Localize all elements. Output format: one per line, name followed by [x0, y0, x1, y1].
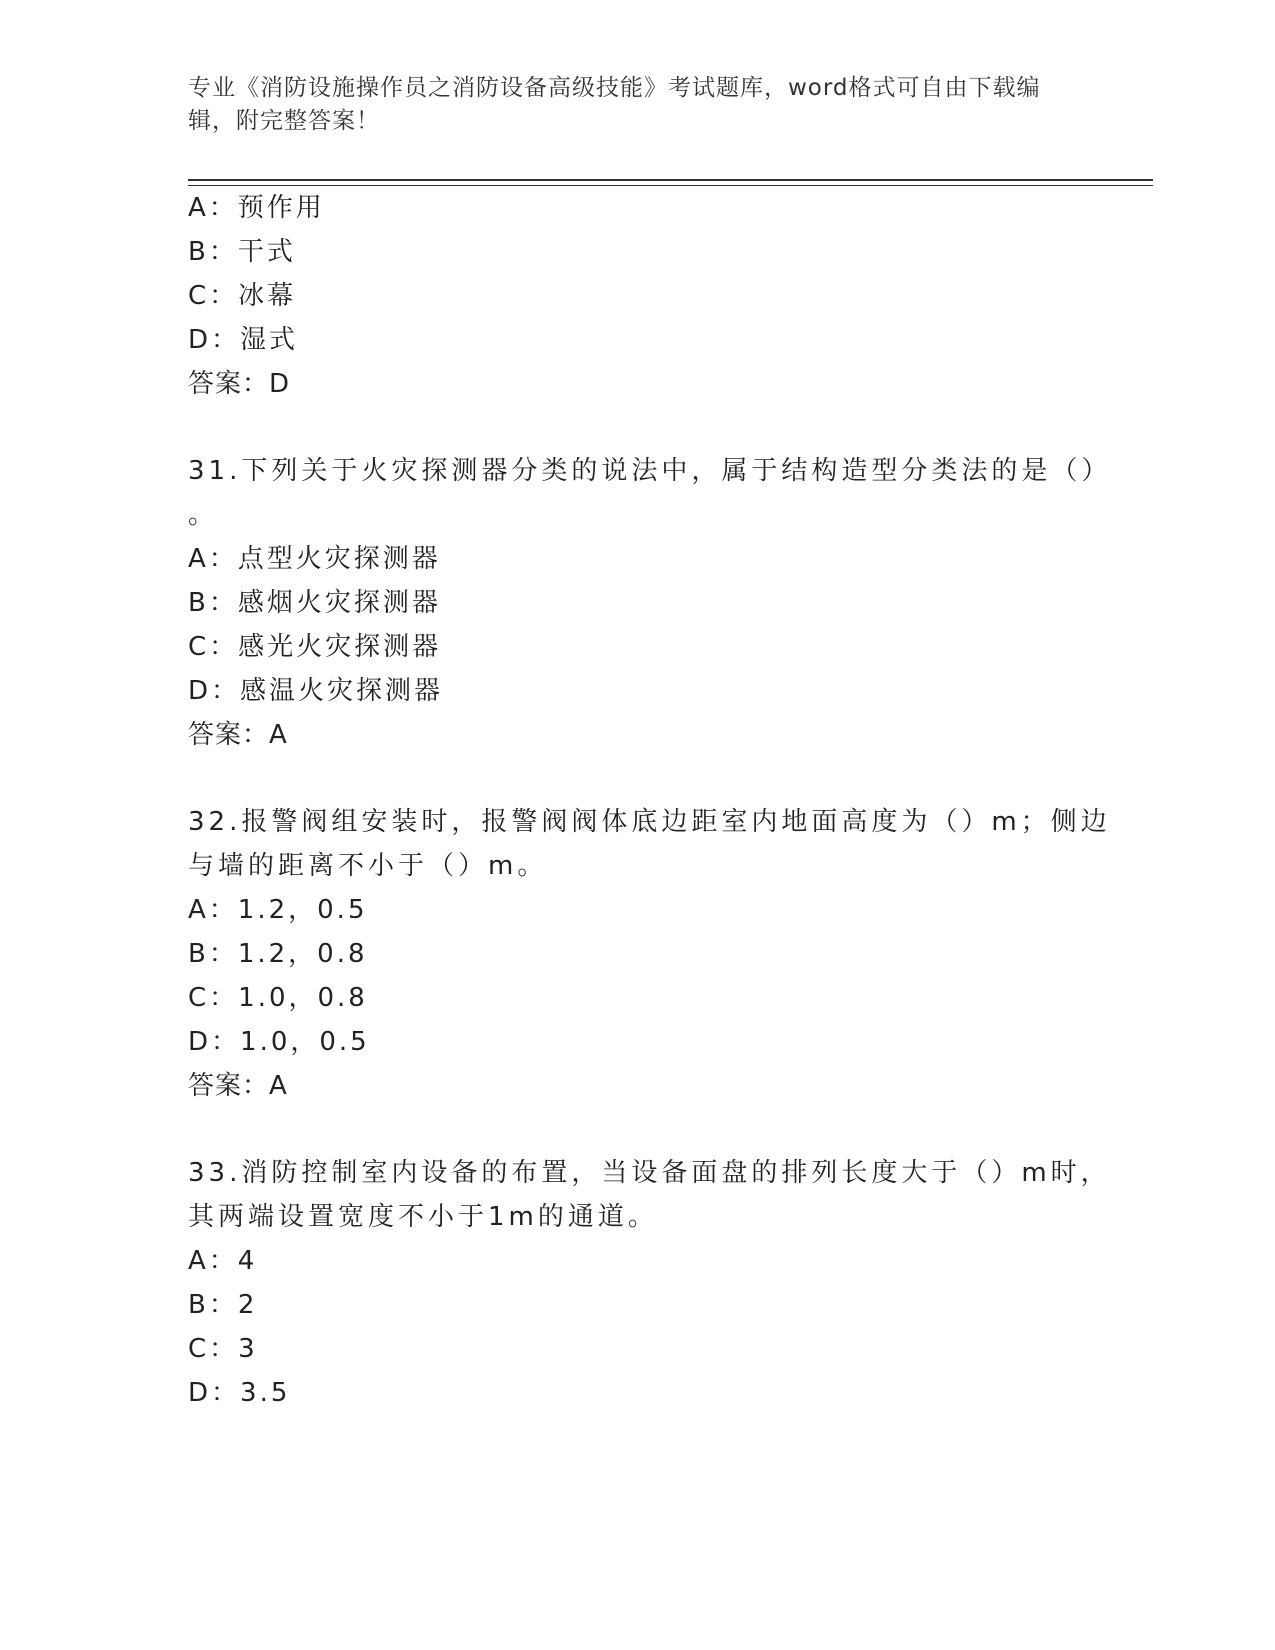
q30-answer: 答案：D — [188, 369, 291, 399]
q30-option-c: C：冰幕 — [188, 281, 297, 311]
q32-option-c: C：1.0，0.8 — [188, 983, 368, 1013]
q31-option-a: A：点型火灾探测器 — [188, 544, 441, 574]
q33-option-a: A：4 — [188, 1246, 258, 1276]
q32-option-d: D：1.0，0.5 — [188, 1027, 370, 1057]
q33-question: 33.消防控制室内设备的布置，当设备面盘的排列长度大于（）m时， — [188, 1158, 1111, 1188]
q32-question-cont: 与墙的距离不小于（）m。 — [188, 851, 548, 881]
header-divider-thin — [188, 185, 1153, 186]
q30-option-d: D：湿式 — [188, 325, 299, 355]
q31-option-b: B：感烟火灾探测器 — [188, 588, 441, 618]
q33-option-d: D：3.5 — [188, 1378, 291, 1408]
q31-question: 31.下列关于火灾探测器分类的说法中，属于结构造型分类法的是（） — [188, 456, 1112, 486]
q32-option-a: A：1.2，0.5 — [188, 895, 368, 925]
q32-option-b: B：1.2，0.8 — [188, 939, 368, 969]
q30-option-b: B：干式 — [188, 237, 296, 267]
q33-option-b: B：2 — [188, 1290, 258, 1320]
q33-option-c: C：3 — [188, 1334, 258, 1364]
q32-question: 32.报警阀组安装时，报警阀阀体底边距室内地面高度为（）m；侧边 — [188, 807, 1111, 837]
header-divider — [188, 179, 1153, 181]
q32-answer: 答案：A — [188, 1071, 288, 1101]
q30-option-a: A：预作用 — [188, 193, 325, 223]
document-header: 专业《消防设施操作员之消防设备高级技能》考试题库，word格式可自由下载编辑，附完整答案！ — [188, 75, 1041, 134]
q31-option-c: C：感光火灾探测器 — [188, 632, 442, 662]
q31-question-cont: 。 — [188, 500, 218, 530]
q33-question-cont: 其两端设置宽度不小于1m的通道。 — [188, 1202, 658, 1232]
q31-option-d: D：感温火灾探测器 — [188, 676, 444, 706]
q31-answer: 答案：A — [188, 720, 288, 750]
